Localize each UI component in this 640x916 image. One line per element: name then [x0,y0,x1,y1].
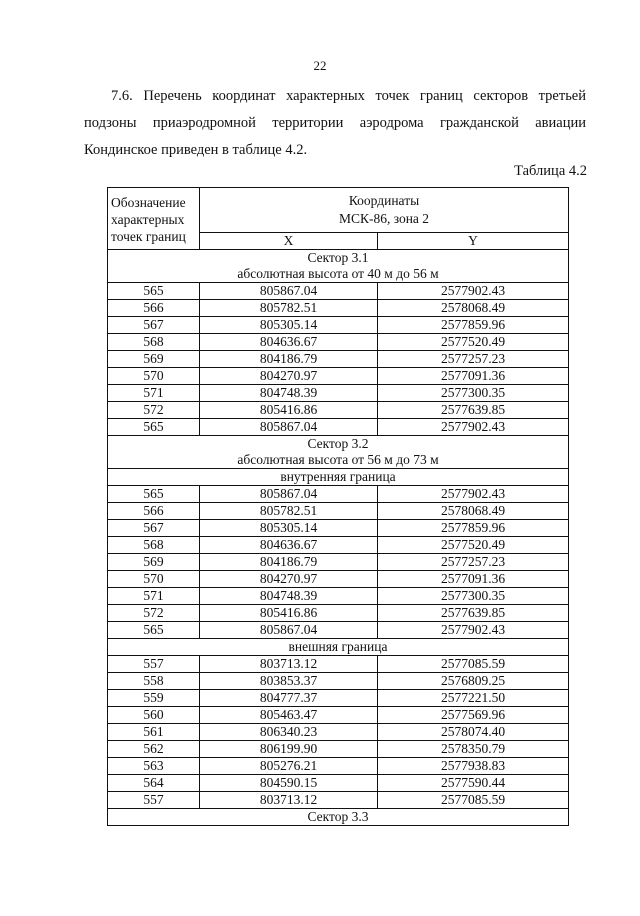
y-cell: 2577938.83 [378,758,569,775]
section-title-row [108,436,569,469]
y-cell: 2577257.23 [378,554,569,571]
section-title-line: Сектор 3.3 [307,809,369,824]
section-title [108,809,569,826]
y-cell: 2577091.36 [378,368,569,385]
table-row [108,317,569,334]
y-cell: 2577300.35 [378,588,569,605]
coords-header-line: МСК-86, зона 2 [338,211,430,226]
x-cell: 804186.79 [200,351,378,368]
paragraph-line: подзоны приаэродромной территории аэродрома гражданской авиации [84,115,586,131]
point-cell: 565 [108,419,200,436]
y-cell: 2577639.85 [378,402,569,419]
x-cell: 805867.04 [200,622,378,639]
y-cell: 2577902.43 [378,486,569,503]
section-title [108,436,569,469]
x-cell: 805782.51 [200,300,378,317]
y-cell: 2577300.35 [378,385,569,402]
subsection-title-row [108,639,569,656]
table-row [108,554,569,571]
coords-header-line: Координаты [348,193,420,208]
col-x-header: X [200,233,378,250]
x-cell: 803713.12 [200,656,378,673]
table-row [108,775,569,792]
x-cell: 803853.37 [200,673,378,690]
point-cell: 562 [108,741,200,758]
table-row [108,741,569,758]
point-cell: 558 [108,673,200,690]
x-cell: 805305.14 [200,520,378,537]
point-cell: 569 [108,554,200,571]
section-title-line: абсолютная высота от 56 м до 73 м [237,452,439,467]
x-cell: 805782.51 [200,503,378,520]
table-row [108,588,569,605]
table-row [108,283,569,300]
subsection-title: внешняя граница [108,639,569,656]
table-row [108,419,569,436]
table-caption: Таблица 4.2 [514,163,587,179]
point-cell: 567 [108,520,200,537]
point-cell: 565 [108,283,200,300]
point-cell: 566 [108,503,200,520]
y-cell: 2577902.43 [378,622,569,639]
point-cell: 567 [108,317,200,334]
y-cell: 2577902.43 [378,283,569,300]
x-cell: 804777.37 [200,690,378,707]
x-cell: 804748.39 [200,588,378,605]
table-row [108,622,569,639]
points-header-line: Обозначение [111,195,186,210]
points-header-line: характерных [111,212,185,227]
table-row [108,486,569,503]
section-title-line: Сектор 3.2 [307,436,369,451]
point-cell: 561 [108,724,200,741]
table-row [108,724,569,741]
intro-paragraph [111,83,586,110]
x-cell: 805867.04 [200,486,378,503]
y-cell: 2576809.25 [378,673,569,690]
section-title [108,250,569,283]
y-cell: 2578350.79 [378,741,569,758]
x-cell: 804590.15 [200,775,378,792]
point-cell: 563 [108,758,200,775]
point-cell: 560 [108,707,200,724]
point-cell: 566 [108,300,200,317]
y-cell: 2577639.85 [378,605,569,622]
coordinates-table [107,187,569,826]
table-row [108,520,569,537]
coordinates-header [200,188,569,233]
x-cell: 804270.97 [200,571,378,588]
table-row [108,402,569,419]
table-row [108,758,569,775]
x-cell: 805416.86 [200,402,378,419]
x-cell: 804748.39 [200,385,378,402]
subsection-title-row [108,469,569,486]
point-cell: 570 [108,571,200,588]
x-cell: 803713.12 [200,792,378,809]
points-header-line: точек границ [111,229,186,244]
x-cell: 804270.97 [200,368,378,385]
y-cell: 2578068.49 [378,503,569,520]
x-cell: 805463.47 [200,707,378,724]
section-title-row [108,250,569,283]
table-row [108,673,569,690]
point-cell: 559 [108,690,200,707]
table-row [108,792,569,809]
point-cell: 572 [108,605,200,622]
table-row [108,334,569,351]
paragraph-line: Кондинское приведен в таблице 4.2. [84,142,308,158]
point-cell: 557 [108,656,200,673]
x-cell: 805867.04 [200,419,378,436]
point-cell: 571 [108,385,200,402]
x-cell: 804186.79 [200,554,378,571]
col-y-header: Y [378,233,569,250]
x-cell: 805305.14 [200,317,378,334]
intro-paragraph-cont [84,110,586,137]
y-cell: 2578068.49 [378,300,569,317]
x-cell: 805276.21 [200,758,378,775]
y-cell: 2577085.59 [378,656,569,673]
point-cell: 570 [108,368,200,385]
point-cell: 565 [108,622,200,639]
table-row [108,605,569,622]
point-cell: 571 [108,588,200,605]
page-number: 22 [313,58,327,73]
y-cell: 2577859.96 [378,317,569,334]
y-cell: 2577520.49 [378,537,569,554]
y-cell: 2577091.36 [378,571,569,588]
point-cell: 568 [108,537,200,554]
y-cell: 2577590.44 [378,775,569,792]
x-cell: 804636.67 [200,334,378,351]
point-cell: 564 [108,775,200,792]
table-row [108,300,569,317]
y-cell: 2577221.50 [378,690,569,707]
table-row [108,368,569,385]
table-row [108,351,569,368]
y-cell: 2577859.96 [378,520,569,537]
point-cell: 572 [108,402,200,419]
y-cell: 2577520.49 [378,334,569,351]
table-row [108,385,569,402]
x-cell: 805867.04 [200,283,378,300]
y-cell: 2577085.59 [378,792,569,809]
y-cell: 2578074.40 [378,724,569,741]
x-cell: 806199.90 [200,741,378,758]
table-row [108,707,569,724]
paragraph-line: 7.6. Перечень координат характерных точек границ секторов третьей [111,88,586,104]
section-title-line: Сектор 3.1 [307,250,369,265]
table-body [108,250,569,826]
y-cell: 2577257.23 [378,351,569,368]
table-row [108,571,569,588]
table-row [108,503,569,520]
x-cell: 805416.86 [200,605,378,622]
table-row [108,537,569,554]
section-title-line: абсолютная высота от 40 м до 56 м [237,266,439,281]
subsection-title: внутренняя граница [108,469,569,486]
x-cell: 806340.23 [200,724,378,741]
section-title-row [108,809,569,826]
point-cell: 557 [108,792,200,809]
table-row [108,690,569,707]
point-cell: 565 [108,486,200,503]
point-cell: 568 [108,334,200,351]
y-cell: 2577902.43 [378,419,569,436]
intro-paragraph-end [84,137,586,164]
point-cell: 569 [108,351,200,368]
y-cell: 2577569.96 [378,707,569,724]
points-header [108,188,200,250]
x-cell: 804636.67 [200,537,378,554]
table-row [108,656,569,673]
